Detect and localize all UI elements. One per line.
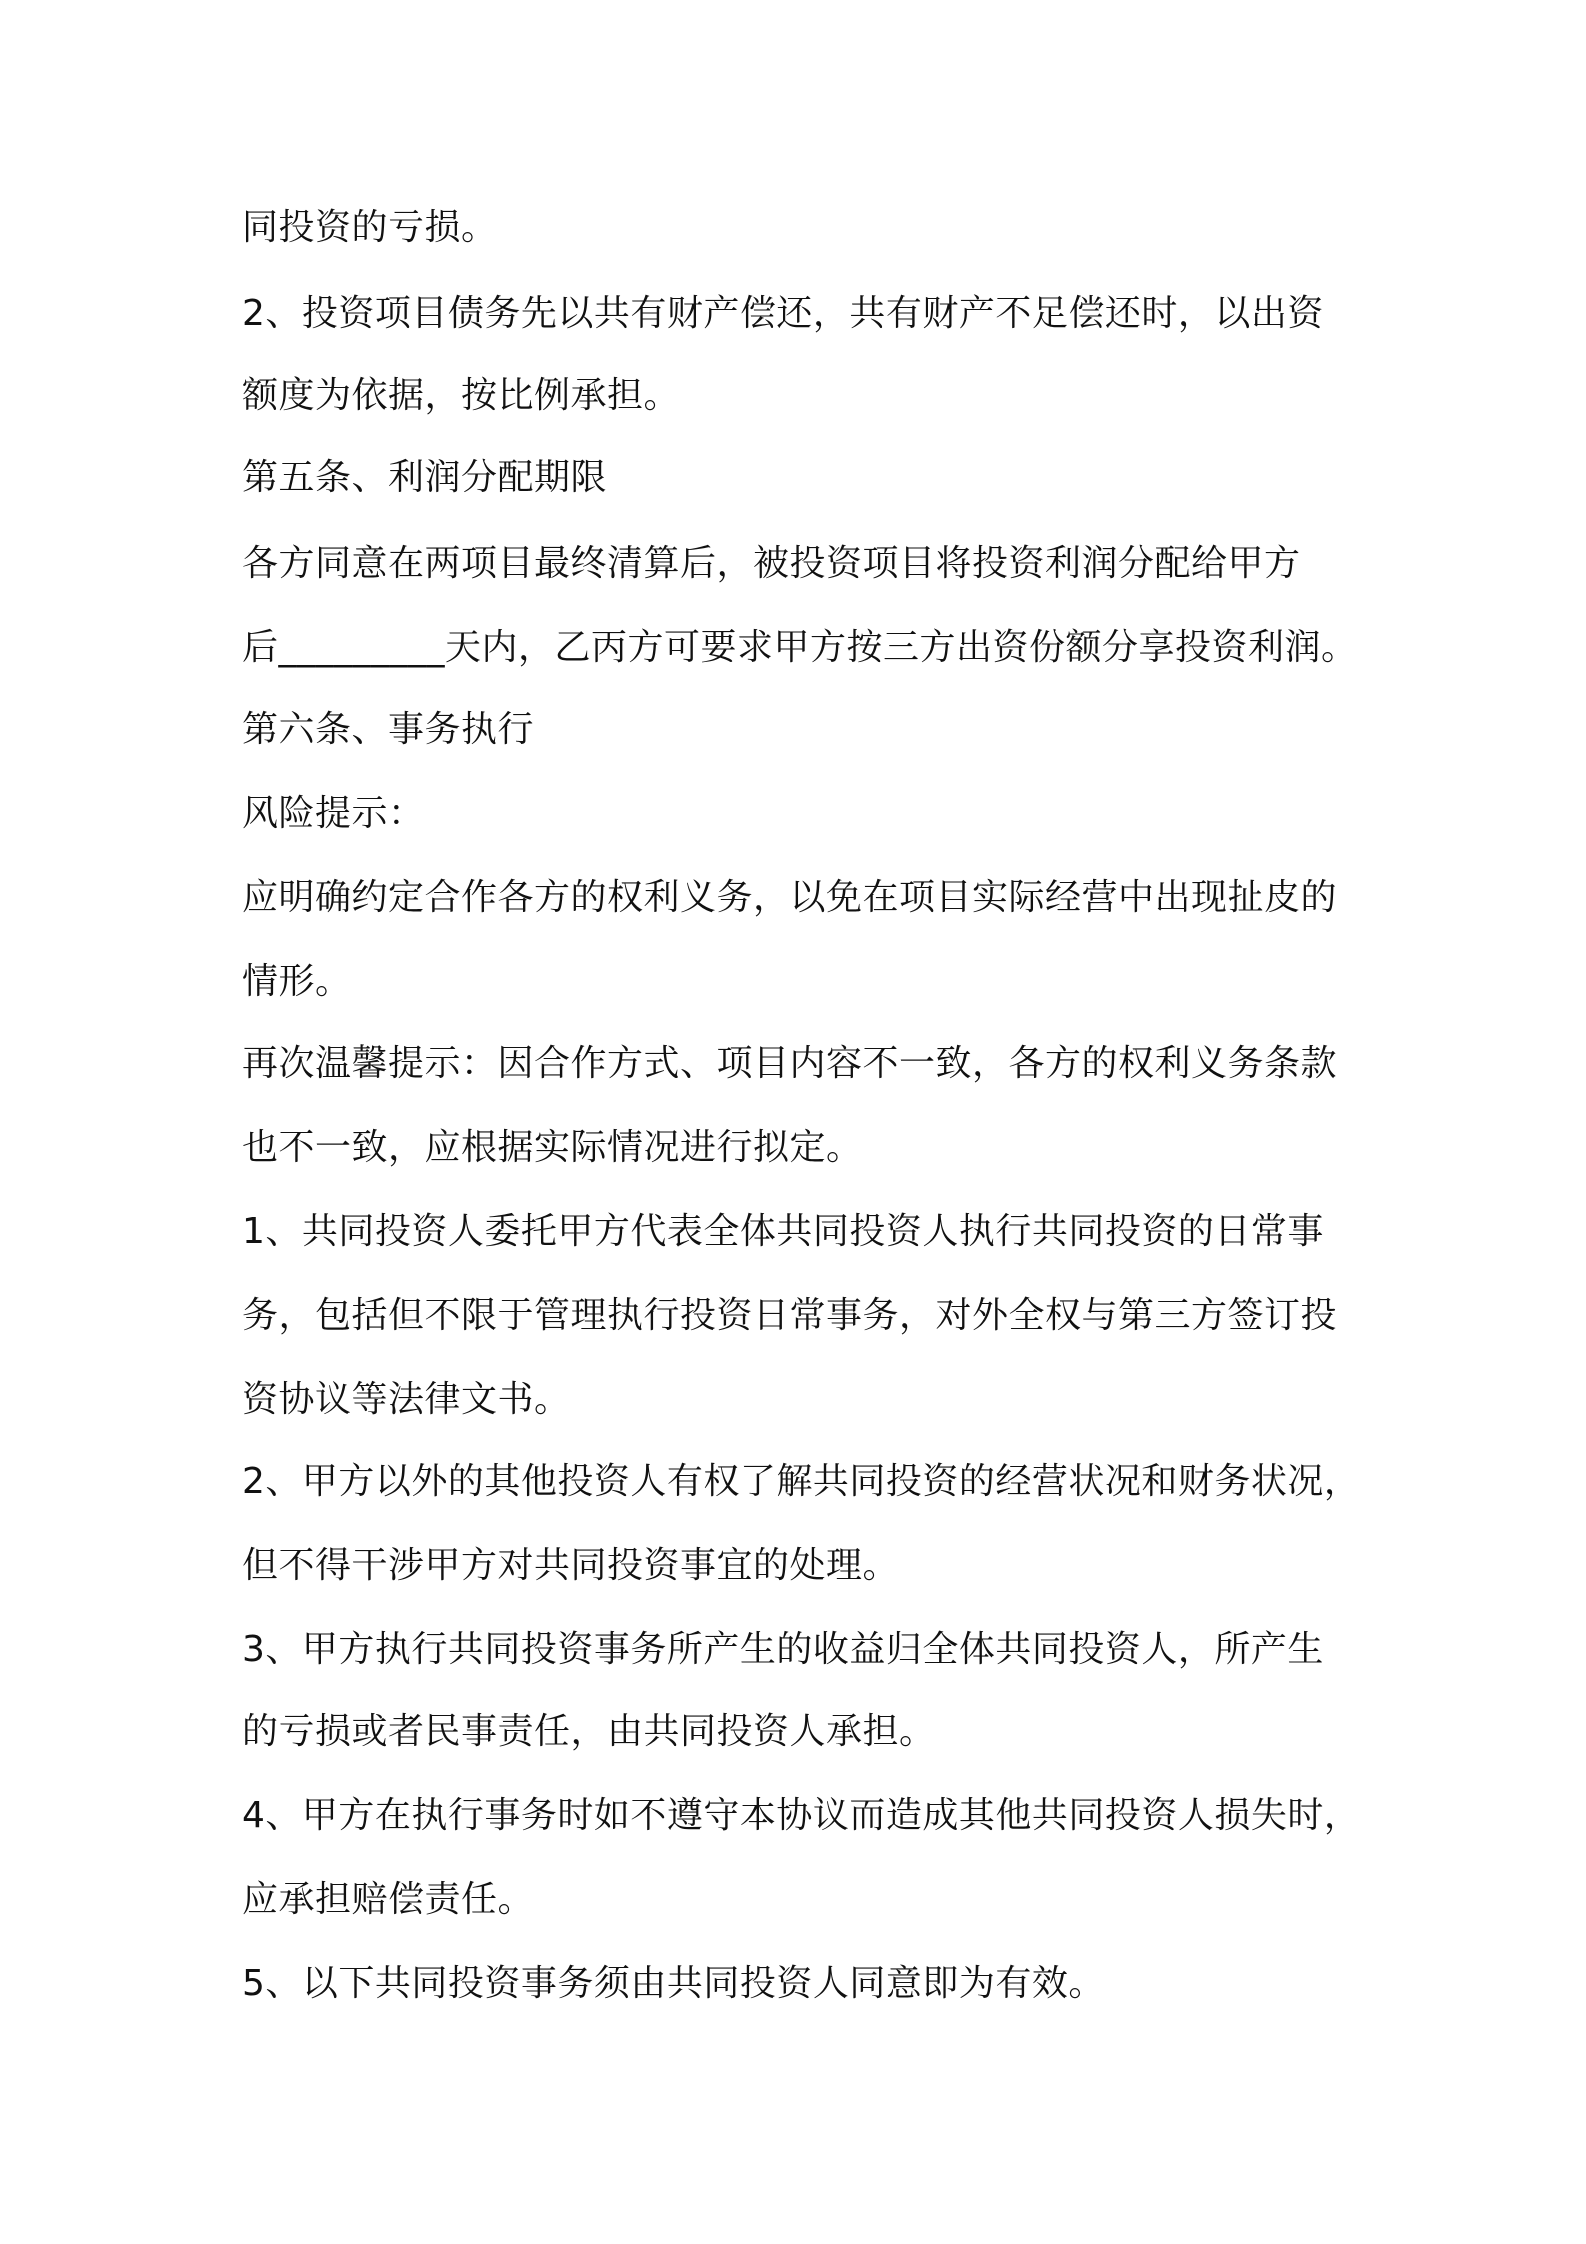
text-line-18: 3、甲方执行共同投资事务所产生的收益归全体共同投资人，所产生: [242, 1629, 1324, 1670]
text-line-17: 但不得干涉甲方对共同投资事宜的处理。: [242, 1545, 900, 1586]
section-heading-6: 第六条、事务执行: [242, 709, 535, 750]
text-line-5: 各方同意在两项目最终清算后，被投资项目将投资利润分配给甲方: [242, 543, 1301, 584]
text-line-3: 额度为依据，按比例承担。: [242, 375, 681, 416]
text-line-15: 资协议等法律文书。: [242, 1379, 571, 1420]
text-line-2: 2、投资项目债务先以共有财产偿还，共有财产不足偿还时，以出资: [242, 293, 1324, 334]
text-line-16: 2、甲方以外的其他投资人有权了解共同投资的经营状况和财务状况，: [242, 1461, 1361, 1502]
text-line-20: 4、甲方在执行事务时如不遵守本协议而造成其他共同投资人损失时，: [242, 1795, 1361, 1836]
text-line-22: 5、以下共同投资事务须由共同投资人同意即为有效。: [242, 1963, 1105, 2004]
text-line-13: 1、共同投资人委托甲方代表全体共同投资人执行共同投资的日常事: [242, 1211, 1324, 1252]
text-line-1: 同投资的亏损。: [242, 207, 498, 248]
text-line-21: 应承担赔偿责任。: [242, 1879, 535, 1920]
text-line-12: 也不一致，应根据实际情况进行拟定。: [242, 1127, 863, 1168]
text-line-19: 的亏损或者民事责任，由共同投资人承担。: [242, 1711, 936, 1752]
text-line-9: 应明确约定合作各方的权利义务，以免在项目实际经营中出现扯皮的: [242, 877, 1338, 918]
risk-note-label: 风险提示：: [242, 793, 425, 834]
section-heading-5: 第五条、利润分配期限: [242, 457, 608, 498]
text-line-6: 后_________天内，乙丙方可要求甲方按三方出资份额分享投资利润。: [242, 627, 1358, 668]
text-line-14: 务，包括但不限于管理执行投资日常事务，对外全权与第三方签订投: [242, 1295, 1338, 1336]
text-line-10: 情形。: [242, 961, 352, 1002]
text-line-11: 再次温馨提示：因合作方式、项目内容不一致，各方的权利义务条款: [242, 1043, 1338, 1084]
